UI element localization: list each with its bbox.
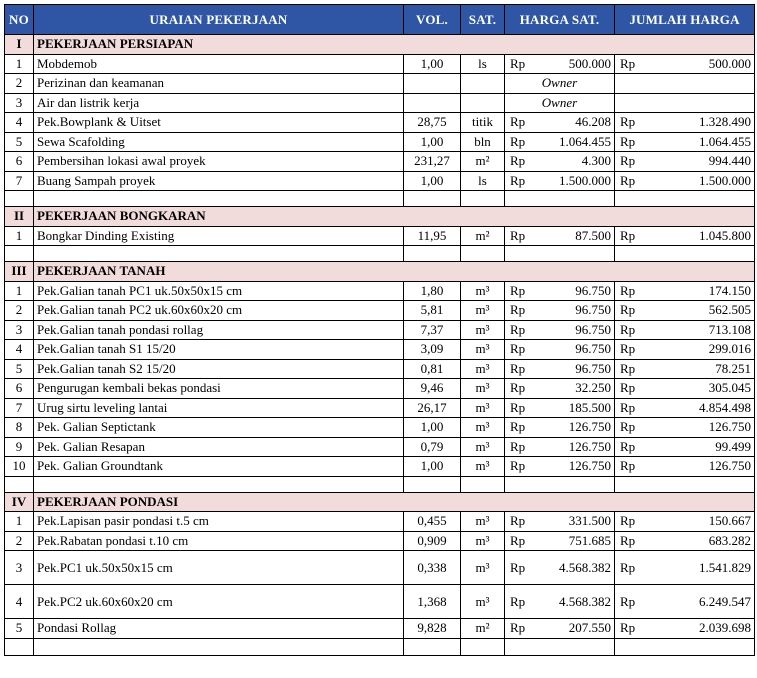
owner-note: Owner bbox=[505, 93, 615, 113]
currency-label: Rp bbox=[510, 360, 526, 376]
item-number: 1 bbox=[5, 226, 34, 246]
item-number: 8 bbox=[5, 418, 34, 438]
item-number: 5 bbox=[5, 619, 34, 639]
empty-cell bbox=[34, 476, 404, 492]
currency-label: Rp bbox=[510, 559, 526, 575]
table-row bbox=[5, 132, 755, 152]
item-unit-price-value: 751.685 bbox=[568, 532, 611, 548]
empty-cell bbox=[5, 476, 34, 492]
table-row bbox=[5, 152, 755, 172]
table-row bbox=[5, 512, 755, 532]
item-number: 5 bbox=[5, 359, 34, 379]
item-volume: 1,00 bbox=[404, 418, 461, 438]
table-row bbox=[5, 113, 755, 133]
item-total bbox=[615, 418, 755, 438]
item-volume: 5,81 bbox=[404, 301, 461, 321]
item-total bbox=[615, 457, 755, 477]
item-volume: 3,09 bbox=[404, 340, 461, 360]
item-number: 1 bbox=[5, 54, 34, 74]
table-body bbox=[5, 35, 755, 656]
currency-label: Rp bbox=[620, 532, 636, 548]
item-unit: m² bbox=[461, 152, 505, 172]
item-number: 7 bbox=[5, 398, 34, 418]
currency-label: Rp bbox=[620, 302, 636, 318]
table-row bbox=[5, 359, 755, 379]
item-unit-price bbox=[505, 398, 615, 418]
empty-cell bbox=[34, 638, 404, 655]
currency-label: Rp bbox=[620, 458, 636, 474]
item-total bbox=[615, 551, 755, 585]
table-row bbox=[5, 320, 755, 340]
item-volume: 9,46 bbox=[404, 379, 461, 399]
item-description: Mobdemob bbox=[34, 54, 404, 74]
item-number: 2 bbox=[5, 74, 34, 94]
item-unit-price-value: 4.568.382 bbox=[559, 593, 611, 609]
item-unit bbox=[461, 93, 505, 113]
currency-label: Rp bbox=[620, 360, 636, 376]
item-total-value: 562.505 bbox=[708, 302, 751, 318]
item-unit-price bbox=[505, 585, 615, 619]
table-row bbox=[5, 457, 755, 477]
section-header-row bbox=[5, 207, 755, 227]
item-unit: titik bbox=[461, 113, 505, 133]
item-total-value: 1.045.800 bbox=[699, 227, 751, 243]
item-unit: m³ bbox=[461, 379, 505, 399]
currency-label: Rp bbox=[620, 341, 636, 357]
item-unit: m³ bbox=[461, 340, 505, 360]
section-title: PEKERJAAN PONDASI bbox=[34, 492, 755, 512]
currency-label: Rp bbox=[510, 55, 526, 71]
item-number: 5 bbox=[5, 132, 34, 152]
item-unit-price-value: 1.500.000 bbox=[559, 172, 611, 188]
empty-cell bbox=[615, 638, 755, 655]
item-total bbox=[615, 320, 755, 340]
item-unit: m³ bbox=[461, 585, 505, 619]
table-row bbox=[5, 171, 755, 191]
item-description: Pek. Galian Septictank bbox=[34, 418, 404, 438]
item-unit-price-value: 126.750 bbox=[568, 458, 611, 474]
table-row bbox=[5, 379, 755, 399]
section-header-row bbox=[5, 35, 755, 55]
item-total bbox=[615, 585, 755, 619]
empty-cell bbox=[505, 476, 615, 492]
section-number: III bbox=[5, 262, 34, 282]
currency-label: Rp bbox=[620, 114, 636, 130]
currency-label: Rp bbox=[620, 282, 636, 298]
item-unit-price bbox=[505, 379, 615, 399]
item-description: Buang Sampah proyek bbox=[34, 171, 404, 191]
empty-cell bbox=[404, 191, 461, 207]
item-total-value: 126.750 bbox=[708, 458, 751, 474]
item-unit-price-value: 96.750 bbox=[575, 341, 611, 357]
item-number: 10 bbox=[5, 457, 34, 477]
item-total-value: 1.064.455 bbox=[699, 133, 751, 149]
currency-label: Rp bbox=[510, 341, 526, 357]
item-unit-price-value: 4.568.382 bbox=[559, 559, 611, 575]
table-row bbox=[5, 437, 755, 457]
item-unit: m³ bbox=[461, 418, 505, 438]
currency-label: Rp bbox=[620, 321, 636, 337]
item-unit-price-value: 331.500 bbox=[568, 513, 611, 529]
empty-cell bbox=[34, 191, 404, 207]
item-unit-price bbox=[505, 152, 615, 172]
item-unit-price bbox=[505, 171, 615, 191]
empty-cell bbox=[615, 191, 755, 207]
item-unit-price-value: 1.064.455 bbox=[559, 133, 611, 149]
item-volume: 7,37 bbox=[404, 320, 461, 340]
section-title: PEKERJAAN TANAH bbox=[34, 262, 755, 282]
item-description: Pengurugan kembali bekas pondasi bbox=[34, 379, 404, 399]
empty-cell bbox=[505, 638, 615, 655]
item-total bbox=[615, 379, 755, 399]
item-volume: 1,00 bbox=[404, 54, 461, 74]
item-total bbox=[615, 93, 755, 113]
item-description: Pek.Galian tanah S1 15/20 bbox=[34, 340, 404, 360]
item-total bbox=[615, 152, 755, 172]
table-row bbox=[5, 340, 755, 360]
item-description: Pek.PC2 uk.60x60x20 cm bbox=[34, 585, 404, 619]
table-row bbox=[5, 74, 755, 94]
item-volume: 0,338 bbox=[404, 551, 461, 585]
item-total bbox=[615, 359, 755, 379]
empty-cell bbox=[461, 638, 505, 655]
item-description: Pek.Galian tanah PC2 uk.60x60x20 cm bbox=[34, 301, 404, 321]
item-unit: m³ bbox=[461, 398, 505, 418]
item-total bbox=[615, 301, 755, 321]
item-total bbox=[615, 398, 755, 418]
currency-label: Rp bbox=[620, 133, 636, 149]
item-volume: 9,828 bbox=[404, 619, 461, 639]
item-unit-price-value: 4.300 bbox=[581, 153, 611, 169]
item-number: 3 bbox=[5, 320, 34, 340]
header-harga-sat: HARGA SAT. bbox=[505, 5, 615, 35]
item-total bbox=[615, 619, 755, 639]
item-number: 4 bbox=[5, 113, 34, 133]
item-volume: 26,17 bbox=[404, 398, 461, 418]
item-total-value: 126.750 bbox=[708, 419, 751, 435]
currency-label: Rp bbox=[620, 559, 636, 575]
empty-cell bbox=[5, 191, 34, 207]
currency-label: Rp bbox=[510, 513, 526, 529]
currency-label: Rp bbox=[620, 438, 636, 454]
currency-label: Rp bbox=[620, 55, 636, 71]
item-unit-price bbox=[505, 531, 615, 551]
currency-label: Rp bbox=[620, 620, 636, 636]
currency-label: Rp bbox=[620, 153, 636, 169]
currency-label: Rp bbox=[510, 133, 526, 149]
empty-cell bbox=[404, 638, 461, 655]
empty-cell bbox=[5, 246, 34, 262]
item-total-value: 683.282 bbox=[708, 532, 751, 548]
item-total bbox=[615, 74, 755, 94]
item-volume: 0,81 bbox=[404, 359, 461, 379]
currency-label: Rp bbox=[510, 593, 526, 609]
item-number: 2 bbox=[5, 531, 34, 551]
item-total bbox=[615, 512, 755, 532]
item-total bbox=[615, 113, 755, 133]
item-unit: m³ bbox=[461, 512, 505, 532]
item-unit-price bbox=[505, 54, 615, 74]
section-number: II bbox=[5, 207, 34, 227]
table-row bbox=[5, 619, 755, 639]
item-unit: m³ bbox=[461, 457, 505, 477]
item-number: 1 bbox=[5, 512, 34, 532]
item-total-value: 1.541.829 bbox=[699, 559, 751, 575]
currency-label: Rp bbox=[510, 227, 526, 243]
section-header-row bbox=[5, 492, 755, 512]
item-total-value: 713.108 bbox=[708, 321, 751, 337]
item-number: 7 bbox=[5, 171, 34, 191]
table-row bbox=[5, 93, 755, 113]
currency-label: Rp bbox=[510, 419, 526, 435]
item-unit: ls bbox=[461, 54, 505, 74]
item-description: Sewa Scafolding bbox=[34, 132, 404, 152]
item-unit-price-value: 500.000 bbox=[568, 55, 611, 71]
item-unit-price bbox=[505, 359, 615, 379]
item-unit: m³ bbox=[461, 301, 505, 321]
item-total-value: 99.499 bbox=[715, 438, 751, 454]
currency-label: Rp bbox=[510, 114, 526, 130]
item-number: 9 bbox=[5, 437, 34, 457]
item-volume bbox=[404, 74, 461, 94]
item-total-value: 1.500.000 bbox=[699, 172, 751, 188]
currency-label: Rp bbox=[510, 282, 526, 298]
section-number: IV bbox=[5, 492, 34, 512]
item-total bbox=[615, 226, 755, 246]
item-total-value: 4.854.498 bbox=[699, 399, 751, 415]
currency-label: Rp bbox=[620, 172, 636, 188]
currency-label: Rp bbox=[510, 399, 526, 415]
item-unit-price bbox=[505, 132, 615, 152]
item-description: Pek.PC1 uk.50x50x15 cm bbox=[34, 551, 404, 585]
header-uraian: URAIAN PEKERJAAN bbox=[34, 5, 404, 35]
item-volume: 28,75 bbox=[404, 113, 461, 133]
item-description: Pek.Bowplank & Uitset bbox=[34, 113, 404, 133]
item-number: 4 bbox=[5, 340, 34, 360]
currency-label: Rp bbox=[510, 302, 526, 318]
currency-label: Rp bbox=[510, 438, 526, 454]
item-total-value: 174.150 bbox=[708, 282, 751, 298]
item-volume: 11,95 bbox=[404, 226, 461, 246]
item-unit-price-value: 185.500 bbox=[568, 399, 611, 415]
item-unit-price bbox=[505, 551, 615, 585]
currency-label: Rp bbox=[510, 172, 526, 188]
item-unit: m³ bbox=[461, 281, 505, 301]
currency-label: Rp bbox=[620, 380, 636, 396]
spacer-row bbox=[5, 191, 755, 207]
item-volume: 1,00 bbox=[404, 457, 461, 477]
currency-label: Rp bbox=[620, 419, 636, 435]
item-description: Pek.Rabatan pondasi t.10 cm bbox=[34, 531, 404, 551]
item-total-value: 305.045 bbox=[708, 380, 751, 396]
empty-cell bbox=[5, 638, 34, 655]
currency-label: Rp bbox=[510, 380, 526, 396]
item-volume: 1,00 bbox=[404, 171, 461, 191]
item-unit-price bbox=[505, 113, 615, 133]
item-unit: m² bbox=[461, 619, 505, 639]
currency-label: Rp bbox=[510, 620, 526, 636]
item-number: 3 bbox=[5, 551, 34, 585]
item-volume: 0,455 bbox=[404, 512, 461, 532]
item-unit-price-value: 32.250 bbox=[575, 380, 611, 396]
empty-cell bbox=[615, 246, 755, 262]
item-unit-price-value: 207.550 bbox=[568, 620, 611, 636]
item-unit-price-value: 126.750 bbox=[568, 438, 611, 454]
item-unit-price bbox=[505, 301, 615, 321]
currency-label: Rp bbox=[620, 399, 636, 415]
item-description: Pek. Galian Groundtank bbox=[34, 457, 404, 477]
item-unit-price bbox=[505, 340, 615, 360]
table-row bbox=[5, 398, 755, 418]
item-description: Pek.Galian tanah pondasi rollag bbox=[34, 320, 404, 340]
item-unit-price bbox=[505, 619, 615, 639]
item-description: Pek.Galian tanah PC1 uk.50x50x15 cm bbox=[34, 281, 404, 301]
currency-label: Rp bbox=[510, 458, 526, 474]
item-number: 4 bbox=[5, 585, 34, 619]
item-total bbox=[615, 531, 755, 551]
owner-note: Owner bbox=[505, 74, 615, 94]
item-description: Pek.Lapisan pasir pondasi t.5 cm bbox=[34, 512, 404, 532]
item-unit: m³ bbox=[461, 359, 505, 379]
item-description: Urug sirtu leveling lantai bbox=[34, 398, 404, 418]
item-unit-price bbox=[505, 226, 615, 246]
item-total bbox=[615, 171, 755, 191]
item-unit-price bbox=[505, 437, 615, 457]
table-row bbox=[5, 226, 755, 246]
item-unit-price bbox=[505, 512, 615, 532]
header-no: NO bbox=[5, 5, 34, 35]
spacer-row bbox=[5, 246, 755, 262]
item-total-value: 299.016 bbox=[708, 341, 751, 357]
item-total-value: 78.251 bbox=[715, 360, 751, 376]
item-total-value: 2.039.698 bbox=[699, 620, 751, 636]
currency-label: Rp bbox=[510, 153, 526, 169]
item-volume bbox=[404, 93, 461, 113]
item-volume: 0,79 bbox=[404, 437, 461, 457]
table-row bbox=[5, 531, 755, 551]
item-unit-price bbox=[505, 320, 615, 340]
currency-label: Rp bbox=[510, 532, 526, 548]
empty-cell bbox=[404, 246, 461, 262]
table-row bbox=[5, 418, 755, 438]
item-total bbox=[615, 54, 755, 74]
item-unit-price-value: 46.208 bbox=[575, 114, 611, 130]
item-description: Bongkar Dinding Existing bbox=[34, 226, 404, 246]
item-unit-price bbox=[505, 281, 615, 301]
table-row bbox=[5, 54, 755, 74]
item-volume: 1,80 bbox=[404, 281, 461, 301]
section-header-row bbox=[5, 262, 755, 282]
item-unit-price-value: 96.750 bbox=[575, 302, 611, 318]
item-unit: m² bbox=[461, 226, 505, 246]
item-number: 2 bbox=[5, 301, 34, 321]
item-number: 6 bbox=[5, 152, 34, 172]
spacer-row bbox=[5, 638, 755, 655]
currency-label: Rp bbox=[510, 321, 526, 337]
item-unit-price-value: 96.750 bbox=[575, 282, 611, 298]
section-number: I bbox=[5, 35, 34, 55]
item-description: Pek. Galian Resapan bbox=[34, 437, 404, 457]
empty-cell bbox=[404, 476, 461, 492]
item-total bbox=[615, 281, 755, 301]
item-unit-price-value: 96.750 bbox=[575, 360, 611, 376]
item-unit: m³ bbox=[461, 320, 505, 340]
item-total bbox=[615, 437, 755, 457]
empty-cell bbox=[461, 476, 505, 492]
table-header bbox=[5, 5, 755, 35]
rab-table bbox=[4, 4, 755, 656]
empty-cell bbox=[505, 191, 615, 207]
item-description: Air dan listrik kerja bbox=[34, 93, 404, 113]
item-description: Pembersihan lokasi awal proyek bbox=[34, 152, 404, 172]
currency-label: Rp bbox=[620, 593, 636, 609]
item-total-value: 1.328.490 bbox=[699, 114, 751, 130]
item-total bbox=[615, 132, 755, 152]
empty-cell bbox=[505, 246, 615, 262]
item-total-value: 500.000 bbox=[708, 55, 751, 71]
section-title: PEKERJAAN PERSIAPAN bbox=[34, 35, 755, 55]
item-unit bbox=[461, 74, 505, 94]
item-description: Perizinan dan keamanan bbox=[34, 74, 404, 94]
item-volume: 231,27 bbox=[404, 152, 461, 172]
item-unit: bln bbox=[461, 132, 505, 152]
table-row bbox=[5, 585, 755, 619]
item-unit: m³ bbox=[461, 437, 505, 457]
item-total bbox=[615, 340, 755, 360]
spacer-row bbox=[5, 476, 755, 492]
item-description: Pek.Galian tanah S2 15/20 bbox=[34, 359, 404, 379]
item-unit: ls bbox=[461, 171, 505, 191]
header-sat: SAT. bbox=[461, 5, 505, 35]
item-unit-price bbox=[505, 457, 615, 477]
section-title: PEKERJAAN BONGKARAN bbox=[34, 207, 755, 227]
header-vol: VOL. bbox=[404, 5, 461, 35]
empty-cell bbox=[615, 476, 755, 492]
empty-cell bbox=[34, 246, 404, 262]
item-total-value: 6.249.547 bbox=[699, 593, 751, 609]
item-unit-price bbox=[505, 418, 615, 438]
item-unit-price-value: 87.500 bbox=[575, 227, 611, 243]
table-row bbox=[5, 301, 755, 321]
item-unit-price-value: 96.750 bbox=[575, 321, 611, 337]
item-volume: 0,909 bbox=[404, 531, 461, 551]
currency-label: Rp bbox=[620, 227, 636, 243]
item-description: Pondasi Rollag bbox=[34, 619, 404, 639]
table-row bbox=[5, 551, 755, 585]
table-row bbox=[5, 281, 755, 301]
empty-cell bbox=[461, 246, 505, 262]
item-unit: m³ bbox=[461, 531, 505, 551]
item-number: 1 bbox=[5, 281, 34, 301]
item-total-value: 150.667 bbox=[708, 513, 751, 529]
item-unit-price-value: 126.750 bbox=[568, 419, 611, 435]
item-unit: m³ bbox=[461, 551, 505, 585]
item-volume: 1,368 bbox=[404, 585, 461, 619]
item-number: 6 bbox=[5, 379, 34, 399]
empty-cell bbox=[461, 191, 505, 207]
item-total-value: 994.440 bbox=[708, 153, 751, 169]
header-jumlah-harga: JUMLAH HARGA bbox=[615, 5, 755, 35]
item-volume: 1,00 bbox=[404, 132, 461, 152]
item-number: 3 bbox=[5, 93, 34, 113]
currency-label: Rp bbox=[620, 513, 636, 529]
